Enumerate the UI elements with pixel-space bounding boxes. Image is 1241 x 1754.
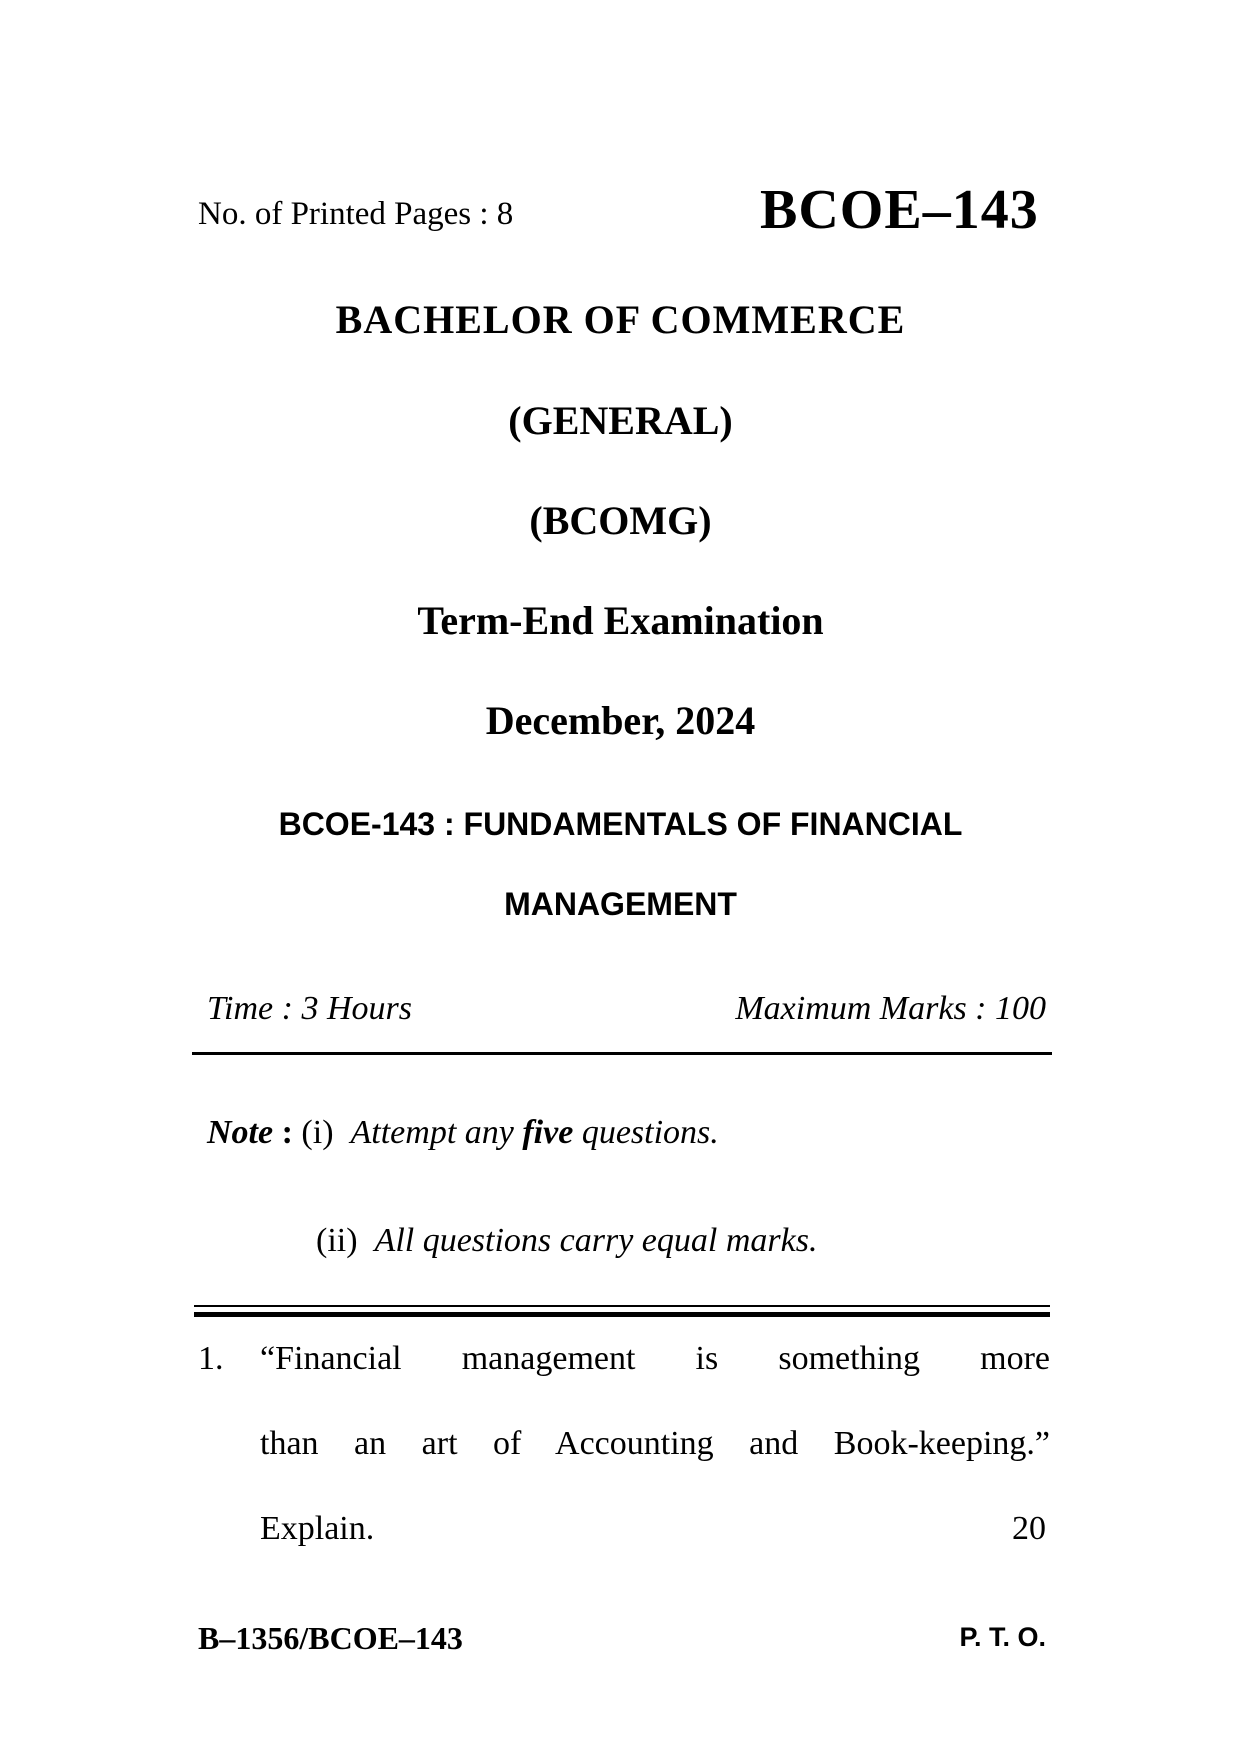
course-code: BCOE–143 [760, 179, 1039, 241]
exam-session: December, 2024 [485, 698, 756, 743]
divider [192, 1052, 1052, 1055]
exam-duration: Time : 3 Hours [207, 990, 412, 1027]
note-text: Attempt any [350, 1114, 523, 1151]
exam-type: Term-End Examination [417, 598, 824, 643]
question-marks: 20 [1012, 1510, 1046, 1547]
note-number: (i) [301, 1114, 334, 1151]
programme-code: (BCOMG) [529, 498, 712, 543]
note-item-2 [316, 1222, 817, 1260]
note-label: Note [207, 1114, 274, 1151]
note-item-1 [207, 1114, 719, 1152]
paper-code-footer: B–1356/BCOE–143 [198, 1620, 463, 1656]
double-divider-thin [194, 1305, 1050, 1307]
note-number: (ii) [316, 1222, 358, 1259]
please-turn-over: P. T. O. [959, 1622, 1046, 1652]
note-colon: : [273, 1114, 302, 1151]
question-text-line3: Explain. [260, 1510, 375, 1547]
note-text-end: questions. [573, 1114, 719, 1151]
maximum-marks: Maximum Marks : 100 [735, 990, 1046, 1027]
question-text-line1: “Financial management is something more [260, 1340, 1050, 1377]
note-text: All questions carry equal marks. [374, 1222, 818, 1259]
question-text-line2: than an art of Accounting and Book-keeping.” [260, 1425, 1050, 1462]
double-divider-thick [194, 1312, 1050, 1317]
subject-title-line2: MANAGEMENT [504, 886, 737, 922]
subject-title-line1: BCOE-143 : FUNDAMENTALS OF FINANCIAL [278, 806, 963, 842]
question-number: 1. [198, 1340, 224, 1377]
degree-title: BACHELOR OF COMMERCE [335, 297, 906, 342]
note-emphasis: five [522, 1114, 574, 1151]
printed-pages-count: No. of Printed Pages : 8 [198, 196, 514, 232]
degree-stream: (GENERAL) [508, 398, 733, 443]
